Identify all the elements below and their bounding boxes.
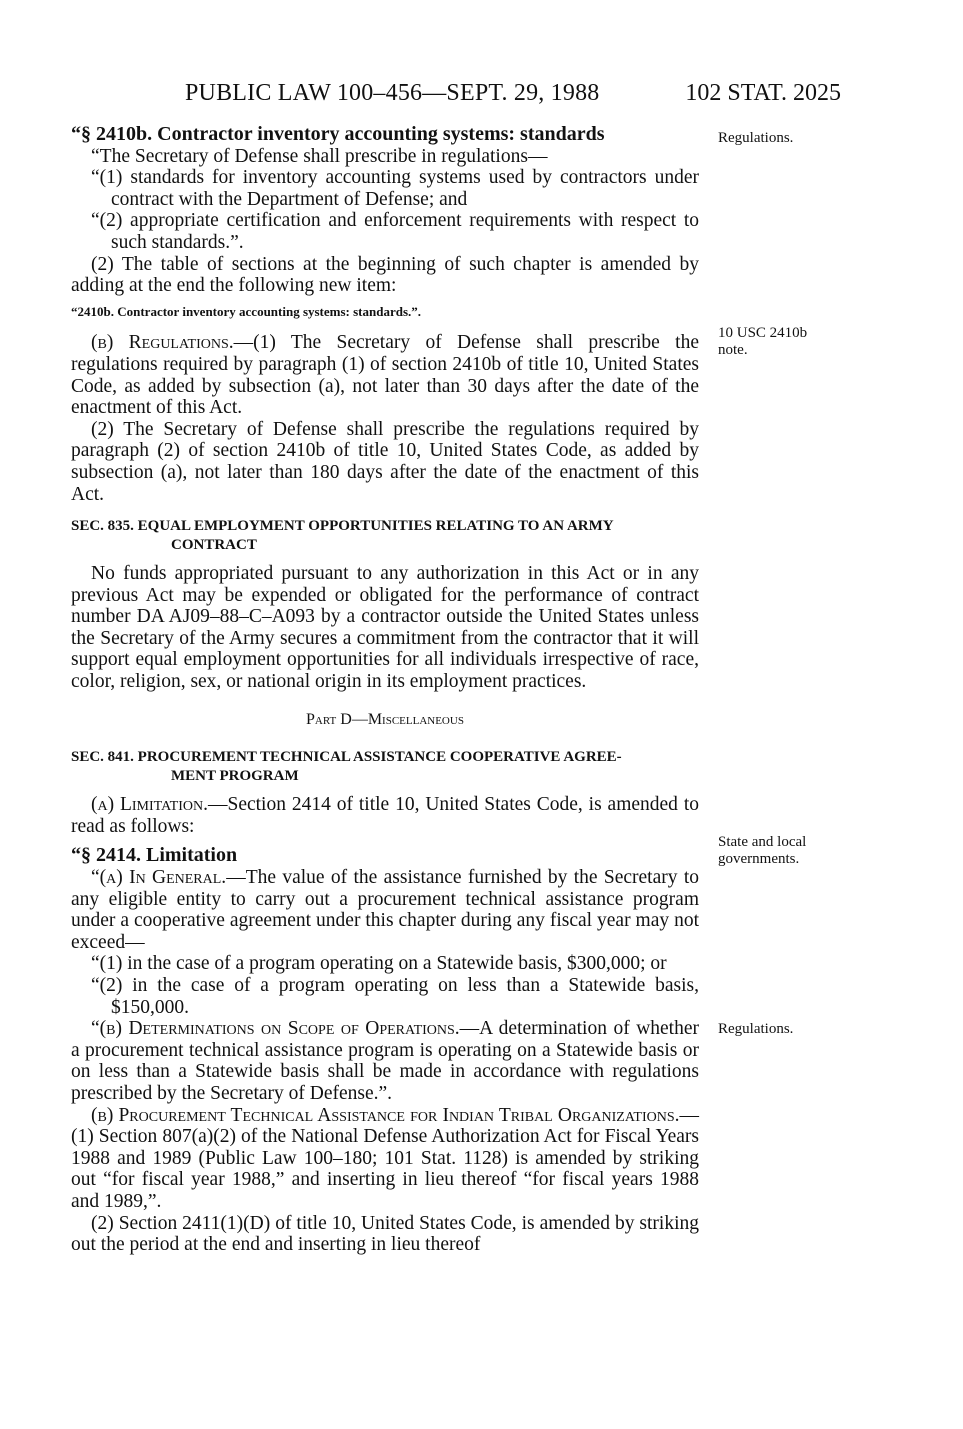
section-2414-a	[71, 867, 699, 953]
subsection-b-regulations	[71, 332, 699, 418]
margin-note-state-local	[718, 834, 848, 868]
subsection-b-1-text: —(1) The Secretary of Defense shall prescribe the regulations required by paragraph (1) of section 2410b of title 10, United States Code, as added by subsection (a), not later than 30 days after the date of the enactment of this Act.	[71, 332, 699, 419]
running-head: PUBLIC LAW 100–456—SEPT. 29, 1988	[185, 80, 600, 106]
sec-841-b	[71, 1105, 699, 1213]
section-2410b-heading: “§ 2410b. Contractor inventory accounting systems: standards	[71, 123, 605, 145]
sec-835-title-line2: CONTRACT	[171, 537, 257, 554]
sec-841-title-line2: MENT PROGRAM	[171, 768, 299, 785]
section-2414-b-text: —A determination of whether a procurement technical assistance program is operating on a Statewide basis or on less than a Statewide basis shall be made in accordance with regulations prescribed by the Secretary of Defense.”.	[71, 1018, 699, 1104]
sec-841-a-label: (a) Limitation.	[91, 794, 208, 816]
sec-835-body: No funds appropriated pursuant to any authorization in this Act or in any previous Act may be expended or obligated for the performance of contract number DA AJ09–88–C–A093 by a contractor outside the United States unless the Secretary of the Army secures a commitment from the contractor that it will support equal employment opportunities for all individuals irrespective of race, color, religion, sex, or national origin in its employment practices.	[71, 563, 699, 693]
sec-835-title	[71, 517, 699, 555]
sec-841-b-2: (2) Section 2411(1)(D) of title 10, United States Code, is amended by striking out the period at the end and inserting in lieu thereof	[71, 1212, 699, 1256]
sec-841-title-line1: SEC. 841. PROCUREMENT TECHNICAL ASSISTANCE COOPERATIVE AGREE-	[71, 749, 622, 766]
margin-note-state-line1: State and local	[718, 834, 807, 850]
page-header	[185, 80, 841, 112]
section-2410b-item-2: “(2) appropriate certification and enforcement requirements with respect to such standards.”.	[91, 210, 699, 253]
margin-note-state-line2: governments.	[718, 851, 800, 867]
section-2414-b-label: “(b) Determinations on Scope of Operations.	[91, 1018, 460, 1040]
document-body	[71, 124, 699, 1256]
subsection-b-2-text: (2) The Secretary of Defense shall prescribe the regulations required by paragraph (2) of section 2410b of title 10, United States Code, as added by subsection (a), not later than 180 days after the date of the enactment of this Act.	[71, 418, 699, 505]
sec-841-b-1-text: —(1) Section 807(a)(2) of the National Defense Authorization Act for Fiscal Years 1988 and 1989 (Public Law 100–180; 101 Stat. 1128) is amended by striking out “for fiscal year 1988,” and inserting in lieu thereof “for fiscal years 1988 and 1989,”.	[71, 1104, 699, 1212]
section-2414-b	[71, 1018, 699, 1104]
margin-note-regulations-2: Regulations.	[718, 1021, 794, 1037]
section-2410b-intro: “The Secretary of Defense shall prescribe in regulations—	[91, 145, 548, 167]
section-2414-heading: “§ 2414. Limitation	[71, 844, 238, 867]
section-2410b-item-1: “(1) standards for inventory accounting systems used by contractors under contract with the Department of Defense; and	[91, 167, 699, 210]
table-of-sections-para: (2) The table of sections at the beginning of such chapter is amended by adding at the end the following new item:	[71, 253, 699, 297]
sec-841-a	[71, 794, 699, 837]
stat-page-number: 102 STAT. 2025	[685, 80, 841, 106]
sec-841-b-label: (b) Procurement Technical Assistance for Indian Tribal Organizations.	[91, 1104, 680, 1126]
sec-841-title	[71, 748, 699, 786]
part-d-heading: Part D—Miscellaneous	[306, 710, 464, 728]
section-2414-a-label: “(a) In General.	[91, 867, 227, 889]
margin-note-usc	[718, 325, 848, 359]
sec-835-title-line1: SEC. 835. EQUAL EMPLOYMENT OPPORTUNITIES RELATING TO AN ARMY	[71, 518, 614, 535]
margin-note-regulations: Regulations.	[718, 130, 794, 146]
margin-note-usc-line2: note.	[718, 342, 748, 358]
section-2414-a-item-2: “(2) in the case of a program operating on less than a Statewide basis, $150,000.	[91, 975, 699, 1018]
new-table-item: “2410b. Contractor inventory accounting systems: standards.”.	[71, 303, 422, 319]
subsection-b-label: (b) Regulations.	[91, 332, 234, 354]
section-2414-a-item-1: “(1) in the case of a program operating on a Statewide basis, $300,000; or	[91, 953, 667, 975]
section-2414-a-text: —The value of the assistance furnished by the Secretary to any eligible entity to carry out a procurement technical assistance program under a cooperative agreement under this chapter during any fiscal year may not exceed—	[71, 867, 699, 953]
margin-note-usc-line1: 10 USC 2410b	[718, 325, 808, 341]
sec-841-a-text: —Section 2414 of title 10, United States Code, is amended to read as follows:	[71, 794, 699, 837]
